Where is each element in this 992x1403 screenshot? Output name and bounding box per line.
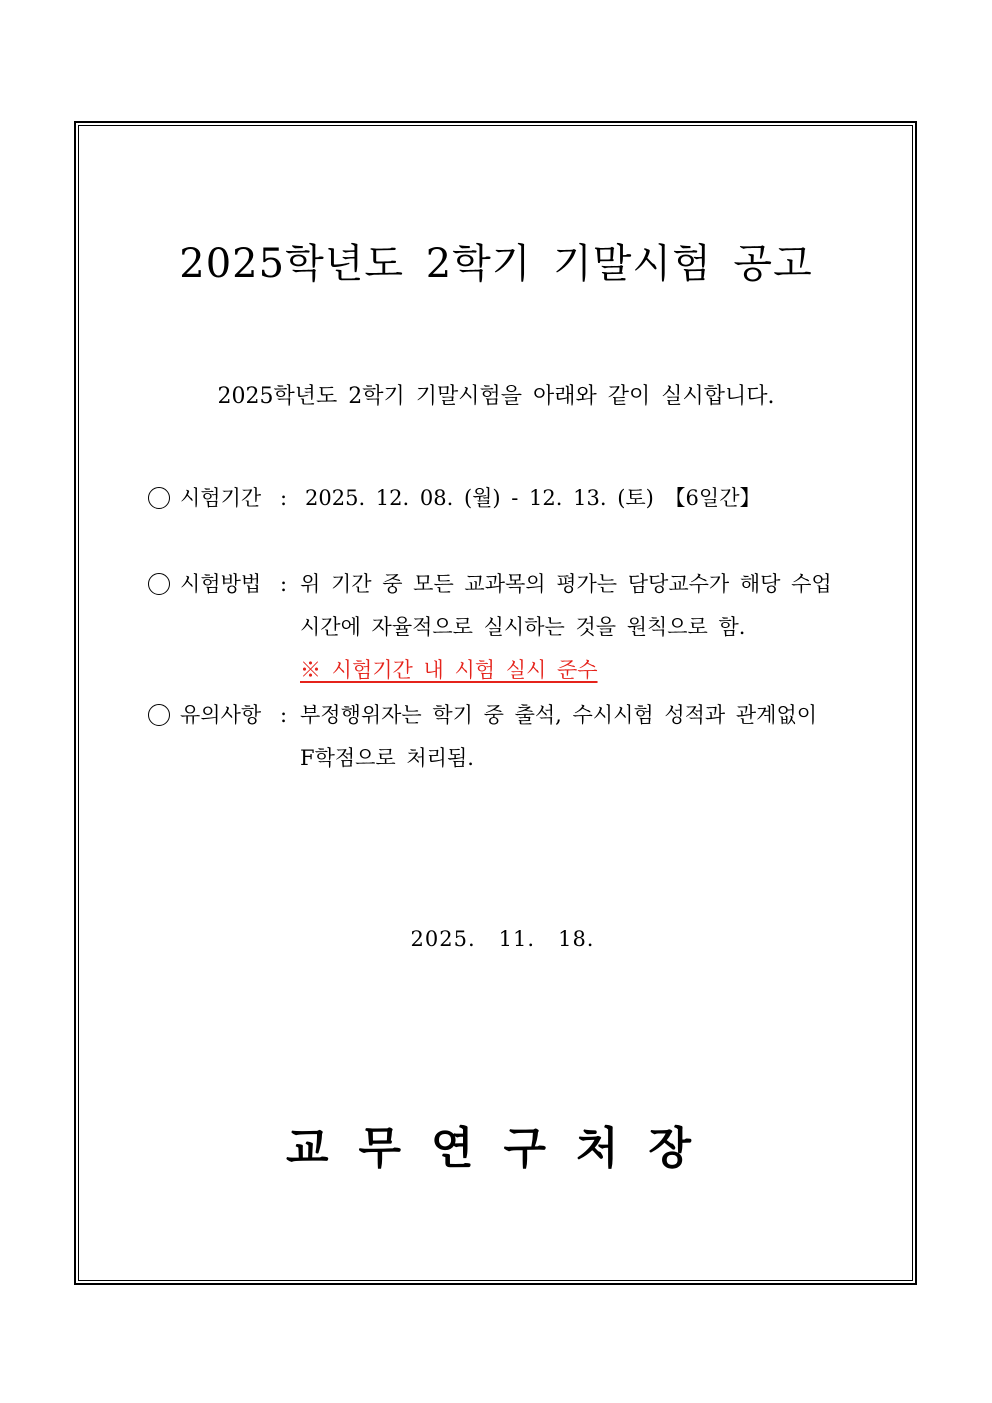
issuer-signature: 교무연구처장 (285, 1123, 722, 1174)
exam-method-label: 시험방법 (180, 572, 262, 596)
exam-method-colon: : (280, 572, 288, 596)
notice-intro: 2025학년도 2학기 기말시험을 아래와 같이 실시합니다. (217, 384, 775, 409)
caution-label: 유의사항 (180, 703, 262, 727)
caution-line-2: F학점으로 처리됨. (300, 746, 474, 770)
exam-method-line-1: 위 기간 중 모든 교과목의 평가는 담당교수가 해당 수업 (300, 572, 832, 596)
exam-period-value: 2025. 12. 08. (월) - 12. 13. (토) 【6일간】 (305, 486, 761, 510)
circle-bullet-icon (148, 573, 170, 595)
exam-period-label: 시험기간 (180, 486, 262, 510)
circle-bullet-icon (148, 487, 170, 509)
exam-period-colon: : (280, 486, 288, 510)
exam-method-highlight: ※ 시험기간 내 시험 실시 준수 (300, 658, 598, 682)
circle-bullet-icon (148, 704, 170, 726)
caution-colon: : (280, 703, 288, 727)
notice-date: 2025. 11. 18. (410, 927, 595, 951)
notice-title: 2025학년도 2학기 기말시험 공고 (179, 241, 813, 287)
caution-line-1: 부정행위자는 학기 중 출석, 수시시험 성적과 관계없이 (300, 703, 818, 727)
exam-method-line-2: 시간에 자율적으로 실시하는 것을 원칙으로 함. (300, 615, 746, 639)
